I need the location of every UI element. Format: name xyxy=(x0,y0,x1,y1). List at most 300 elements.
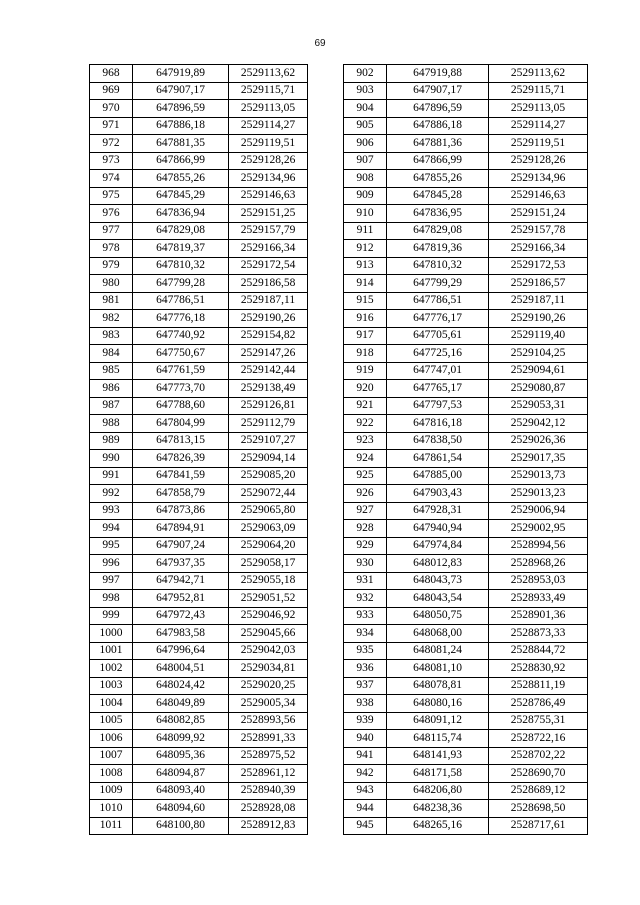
x-coordinate-cell: 647786,51 xyxy=(133,292,229,310)
y-coordinate-cell: 2529142,44 xyxy=(229,362,308,380)
table-row xyxy=(90,345,308,363)
coordinates-table-left xyxy=(89,64,308,835)
x-coordinate-cell: 648043,54 xyxy=(387,590,489,608)
table-row xyxy=(90,485,308,503)
table-row xyxy=(344,590,588,608)
y-coordinate-cell: 2529166,34 xyxy=(229,240,308,258)
table-row xyxy=(90,170,308,188)
y-coordinate-cell: 2529113,62 xyxy=(229,65,308,83)
point-number-cell: 993 xyxy=(90,502,133,520)
point-number-cell: 941 xyxy=(344,747,387,765)
y-coordinate-cell: 2529053,31 xyxy=(489,397,588,415)
x-coordinate-cell: 647952,81 xyxy=(133,590,229,608)
table-row xyxy=(90,257,308,275)
y-coordinate-cell: 2529005,34 xyxy=(229,695,308,713)
y-coordinate-cell: 2529013,73 xyxy=(489,467,588,485)
x-coordinate-cell: 647896,59 xyxy=(387,100,489,118)
table-row xyxy=(344,747,588,765)
point-number-cell: 936 xyxy=(344,660,387,678)
table-row xyxy=(344,817,588,835)
y-coordinate-cell: 2529190,26 xyxy=(229,310,308,328)
point-number-cell: 922 xyxy=(344,415,387,433)
y-coordinate-cell: 2529064,20 xyxy=(229,537,308,555)
x-coordinate-cell: 647896,59 xyxy=(133,100,229,118)
x-coordinate-cell: 647996,64 xyxy=(133,642,229,660)
table-row xyxy=(90,537,308,555)
point-number-cell: 980 xyxy=(90,275,133,293)
y-coordinate-cell: 2529134,96 xyxy=(489,170,588,188)
table-row xyxy=(344,187,588,205)
point-number-cell: 989 xyxy=(90,432,133,450)
x-coordinate-cell: 647816,18 xyxy=(387,415,489,433)
table-row xyxy=(344,625,588,643)
y-coordinate-cell: 2528961,12 xyxy=(229,765,308,783)
y-coordinate-cell: 2529157,79 xyxy=(229,222,308,240)
x-coordinate-cell: 648043,73 xyxy=(387,572,489,590)
point-number-cell: 968 xyxy=(90,65,133,83)
table-row xyxy=(90,450,308,468)
table-row xyxy=(344,65,588,83)
y-coordinate-cell: 2529128,26 xyxy=(489,152,588,170)
point-number-cell: 985 xyxy=(90,362,133,380)
point-number-cell: 905 xyxy=(344,117,387,135)
x-coordinate-cell: 648024,42 xyxy=(133,677,229,695)
x-coordinate-cell: 647972,43 xyxy=(133,607,229,625)
point-number-cell: 937 xyxy=(344,677,387,695)
table-row xyxy=(344,397,588,415)
point-number-cell: 994 xyxy=(90,520,133,538)
x-coordinate-cell: 647788,60 xyxy=(133,397,229,415)
table-row xyxy=(90,432,308,450)
point-number-cell: 926 xyxy=(344,485,387,503)
x-coordinate-cell: 648080,16 xyxy=(387,695,489,713)
point-number-cell: 939 xyxy=(344,712,387,730)
y-coordinate-cell: 2529190,26 xyxy=(489,310,588,328)
table-row xyxy=(344,555,588,573)
x-coordinate-cell: 648094,87 xyxy=(133,765,229,783)
y-coordinate-cell: 2529080,87 xyxy=(489,380,588,398)
point-number-cell: 924 xyxy=(344,450,387,468)
table-row xyxy=(344,432,588,450)
table-row xyxy=(344,467,588,485)
y-coordinate-cell: 2528702,22 xyxy=(489,747,588,765)
point-number-cell: 944 xyxy=(344,800,387,818)
x-coordinate-cell: 647804,99 xyxy=(133,415,229,433)
y-coordinate-cell: 2529113,05 xyxy=(489,100,588,118)
table-row xyxy=(344,257,588,275)
point-number-cell: 925 xyxy=(344,467,387,485)
x-coordinate-cell: 648093,40 xyxy=(133,782,229,800)
y-coordinate-cell: 2529157,78 xyxy=(489,222,588,240)
x-coordinate-cell: 647797,53 xyxy=(387,397,489,415)
x-coordinate-cell: 647907,17 xyxy=(387,82,489,100)
x-coordinate-cell: 648095,36 xyxy=(133,747,229,765)
x-coordinate-cell: 648004,51 xyxy=(133,660,229,678)
y-coordinate-cell: 2528975,52 xyxy=(229,747,308,765)
y-coordinate-cell: 2529063,09 xyxy=(229,520,308,538)
table-row xyxy=(344,310,588,328)
point-number-cell: 945 xyxy=(344,817,387,835)
table-row xyxy=(344,415,588,433)
point-number-cell: 907 xyxy=(344,152,387,170)
x-coordinate-cell: 648081,24 xyxy=(387,642,489,660)
point-number-cell: 908 xyxy=(344,170,387,188)
point-number-cell: 921 xyxy=(344,397,387,415)
y-coordinate-cell: 2529006,94 xyxy=(489,502,588,520)
point-number-cell: 943 xyxy=(344,782,387,800)
table-row xyxy=(90,135,308,153)
y-coordinate-cell: 2529034,81 xyxy=(229,660,308,678)
x-coordinate-cell: 647983,58 xyxy=(133,625,229,643)
y-coordinate-cell: 2528698,50 xyxy=(489,800,588,818)
coordinates-table-left-body xyxy=(90,65,308,835)
table-row xyxy=(90,187,308,205)
x-coordinate-cell: 647942,71 xyxy=(133,572,229,590)
table-row xyxy=(344,782,588,800)
y-coordinate-cell: 2529138,49 xyxy=(229,380,308,398)
y-coordinate-cell: 2528830,92 xyxy=(489,660,588,678)
y-coordinate-cell: 2529042,03 xyxy=(229,642,308,660)
x-coordinate-cell: 648050,75 xyxy=(387,607,489,625)
y-coordinate-cell: 2529115,71 xyxy=(229,82,308,100)
x-coordinate-cell: 647928,31 xyxy=(387,502,489,520)
x-coordinate-cell: 647773,70 xyxy=(133,380,229,398)
table-row xyxy=(344,117,588,135)
table-row xyxy=(344,695,588,713)
table-row xyxy=(344,730,588,748)
x-coordinate-cell: 647937,35 xyxy=(133,555,229,573)
point-number-cell: 942 xyxy=(344,765,387,783)
point-number-cell: 930 xyxy=(344,555,387,573)
table-row xyxy=(344,362,588,380)
x-coordinate-cell: 647866,99 xyxy=(133,152,229,170)
y-coordinate-cell: 2529115,71 xyxy=(489,82,588,100)
table-row xyxy=(344,222,588,240)
point-number-cell: 920 xyxy=(344,380,387,398)
table-row xyxy=(344,345,588,363)
table-row xyxy=(90,642,308,660)
table-row xyxy=(344,82,588,100)
x-coordinate-cell: 647919,89 xyxy=(133,65,229,83)
y-coordinate-cell: 2528717,61 xyxy=(489,817,588,835)
point-number-cell: 1002 xyxy=(90,660,133,678)
table-row xyxy=(90,555,308,573)
y-coordinate-cell: 2528933,49 xyxy=(489,590,588,608)
y-coordinate-cell: 2529151,24 xyxy=(489,205,588,223)
table-row xyxy=(90,100,308,118)
point-number-cell: 919 xyxy=(344,362,387,380)
x-coordinate-cell: 647776,17 xyxy=(387,310,489,328)
table-row xyxy=(90,310,308,328)
y-coordinate-cell: 2529119,51 xyxy=(489,135,588,153)
table-row xyxy=(90,800,308,818)
point-number-cell: 915 xyxy=(344,292,387,310)
point-number-cell: 981 xyxy=(90,292,133,310)
table-row xyxy=(344,152,588,170)
y-coordinate-cell: 2529172,54 xyxy=(229,257,308,275)
point-number-cell: 932 xyxy=(344,590,387,608)
table-row xyxy=(90,765,308,783)
point-number-cell: 986 xyxy=(90,380,133,398)
point-number-cell: 979 xyxy=(90,257,133,275)
y-coordinate-cell: 2529113,05 xyxy=(229,100,308,118)
table-row xyxy=(90,362,308,380)
table-row xyxy=(90,625,308,643)
table-row xyxy=(90,590,308,608)
table-row xyxy=(344,205,588,223)
table-row xyxy=(90,415,308,433)
table-row xyxy=(344,642,588,660)
point-number-cell: 976 xyxy=(90,205,133,223)
y-coordinate-cell: 2529113,62 xyxy=(489,65,588,83)
point-number-cell: 934 xyxy=(344,625,387,643)
table-row xyxy=(344,660,588,678)
y-coordinate-cell: 2529134,96 xyxy=(229,170,308,188)
y-coordinate-cell: 2529085,20 xyxy=(229,467,308,485)
point-number-cell: 990 xyxy=(90,450,133,468)
x-coordinate-cell: 647725,16 xyxy=(387,345,489,363)
point-number-cell: 997 xyxy=(90,572,133,590)
point-number-cell: 970 xyxy=(90,100,133,118)
table-row xyxy=(90,205,308,223)
point-number-cell: 935 xyxy=(344,642,387,660)
y-coordinate-cell: 2529119,40 xyxy=(489,327,588,345)
point-number-cell: 912 xyxy=(344,240,387,258)
y-coordinate-cell: 2529146,63 xyxy=(489,187,588,205)
table-row xyxy=(344,450,588,468)
x-coordinate-cell: 647786,51 xyxy=(387,292,489,310)
table-row xyxy=(90,327,308,345)
table-row xyxy=(90,730,308,748)
point-number-cell: 977 xyxy=(90,222,133,240)
coordinates-table-right-body xyxy=(344,65,588,835)
x-coordinate-cell: 647907,17 xyxy=(133,82,229,100)
table-row xyxy=(90,782,308,800)
table-row xyxy=(344,537,588,555)
table-row xyxy=(90,817,308,835)
coordinates-table-right xyxy=(343,64,588,835)
table-row xyxy=(344,800,588,818)
y-coordinate-cell: 2529017,35 xyxy=(489,450,588,468)
table-row xyxy=(344,502,588,520)
y-coordinate-cell: 2529154,82 xyxy=(229,327,308,345)
point-number-cell: 927 xyxy=(344,502,387,520)
x-coordinate-cell: 647705,61 xyxy=(387,327,489,345)
x-coordinate-cell: 647855,26 xyxy=(387,170,489,188)
x-coordinate-cell: 647873,86 xyxy=(133,502,229,520)
x-coordinate-cell: 647845,28 xyxy=(387,187,489,205)
table-row xyxy=(90,712,308,730)
table-row xyxy=(90,380,308,398)
x-coordinate-cell: 647836,95 xyxy=(387,205,489,223)
table-row xyxy=(90,152,308,170)
y-coordinate-cell: 2529114,27 xyxy=(229,117,308,135)
point-number-cell: 971 xyxy=(90,117,133,135)
point-number-cell: 1008 xyxy=(90,765,133,783)
y-coordinate-cell: 2529147,26 xyxy=(229,345,308,363)
x-coordinate-cell: 647838,50 xyxy=(387,432,489,450)
table-row xyxy=(344,170,588,188)
table-row xyxy=(344,100,588,118)
y-coordinate-cell: 2529146,63 xyxy=(229,187,308,205)
point-number-cell: 988 xyxy=(90,415,133,433)
point-number-cell: 983 xyxy=(90,327,133,345)
y-coordinate-cell: 2529065,80 xyxy=(229,502,308,520)
x-coordinate-cell: 647894,91 xyxy=(133,520,229,538)
y-coordinate-cell: 2529045,66 xyxy=(229,625,308,643)
point-number-cell: 933 xyxy=(344,607,387,625)
y-coordinate-cell: 2529013,23 xyxy=(489,485,588,503)
x-coordinate-cell: 648171,58 xyxy=(387,765,489,783)
y-coordinate-cell: 2529187,11 xyxy=(229,292,308,310)
point-number-cell: 1011 xyxy=(90,817,133,835)
x-coordinate-cell: 648099,92 xyxy=(133,730,229,748)
x-coordinate-cell: 647836,94 xyxy=(133,205,229,223)
x-coordinate-cell: 647740,92 xyxy=(133,327,229,345)
x-coordinate-cell: 647866,99 xyxy=(387,152,489,170)
y-coordinate-cell: 2528940,39 xyxy=(229,782,308,800)
point-number-cell: 974 xyxy=(90,170,133,188)
x-coordinate-cell: 647845,29 xyxy=(133,187,229,205)
x-coordinate-cell: 647813,15 xyxy=(133,432,229,450)
y-coordinate-cell: 2529094,61 xyxy=(489,362,588,380)
x-coordinate-cell: 647886,18 xyxy=(133,117,229,135)
y-coordinate-cell: 2529172,53 xyxy=(489,257,588,275)
x-coordinate-cell: 647885,00 xyxy=(387,467,489,485)
y-coordinate-cell: 2529186,57 xyxy=(489,275,588,293)
point-number-cell: 911 xyxy=(344,222,387,240)
y-coordinate-cell: 2529187,11 xyxy=(489,292,588,310)
x-coordinate-cell: 647881,36 xyxy=(387,135,489,153)
y-coordinate-cell: 2529166,34 xyxy=(489,240,588,258)
point-number-cell: 914 xyxy=(344,275,387,293)
y-coordinate-cell: 2529094,14 xyxy=(229,450,308,468)
x-coordinate-cell: 647858,79 xyxy=(133,485,229,503)
x-coordinate-cell: 647919,88 xyxy=(387,65,489,83)
y-coordinate-cell: 2529114,27 xyxy=(489,117,588,135)
point-number-cell: 978 xyxy=(90,240,133,258)
page-number: 69 xyxy=(314,38,326,49)
point-number-cell: 906 xyxy=(344,135,387,153)
y-coordinate-cell: 2529186,58 xyxy=(229,275,308,293)
point-number-cell: 1009 xyxy=(90,782,133,800)
table-row xyxy=(90,82,308,100)
table-row xyxy=(344,135,588,153)
y-coordinate-cell: 2529112,79 xyxy=(229,415,308,433)
point-number-cell: 996 xyxy=(90,555,133,573)
table-row xyxy=(90,695,308,713)
point-number-cell: 940 xyxy=(344,730,387,748)
x-coordinate-cell: 647861,54 xyxy=(387,450,489,468)
x-coordinate-cell: 647829,08 xyxy=(133,222,229,240)
x-coordinate-cell: 647761,59 xyxy=(133,362,229,380)
point-number-cell: 1007 xyxy=(90,747,133,765)
y-coordinate-cell: 2528722,16 xyxy=(489,730,588,748)
x-coordinate-cell: 648068,00 xyxy=(387,625,489,643)
x-coordinate-cell: 648082,85 xyxy=(133,712,229,730)
table-row xyxy=(90,520,308,538)
point-number-cell: 995 xyxy=(90,537,133,555)
table-row xyxy=(90,240,308,258)
y-coordinate-cell: 2529055,18 xyxy=(229,572,308,590)
point-number-cell: 998 xyxy=(90,590,133,608)
x-coordinate-cell: 647886,18 xyxy=(387,117,489,135)
y-coordinate-cell: 2528953,03 xyxy=(489,572,588,590)
x-coordinate-cell: 647940,94 xyxy=(387,520,489,538)
table-row xyxy=(344,572,588,590)
table-row xyxy=(90,747,308,765)
x-coordinate-cell: 648091,12 xyxy=(387,712,489,730)
point-number-cell: 969 xyxy=(90,82,133,100)
point-number-cell: 931 xyxy=(344,572,387,590)
x-coordinate-cell: 648081,10 xyxy=(387,660,489,678)
table-row xyxy=(344,240,588,258)
point-number-cell: 929 xyxy=(344,537,387,555)
table-row xyxy=(90,222,308,240)
x-coordinate-cell: 647750,67 xyxy=(133,345,229,363)
table-row xyxy=(90,607,308,625)
y-coordinate-cell: 2529126,81 xyxy=(229,397,308,415)
table-row xyxy=(344,380,588,398)
table-row xyxy=(90,677,308,695)
point-number-cell: 1000 xyxy=(90,625,133,643)
table-row xyxy=(90,292,308,310)
table-row xyxy=(344,275,588,293)
point-number-cell: 1005 xyxy=(90,712,133,730)
y-coordinate-cell: 2528901,36 xyxy=(489,607,588,625)
point-number-cell: 1006 xyxy=(90,730,133,748)
y-coordinate-cell: 2529020,25 xyxy=(229,677,308,695)
x-coordinate-cell: 647881,35 xyxy=(133,135,229,153)
point-number-cell: 923 xyxy=(344,432,387,450)
table-row xyxy=(344,712,588,730)
point-number-cell: 913 xyxy=(344,257,387,275)
y-coordinate-cell: 2529072,44 xyxy=(229,485,308,503)
x-coordinate-cell: 648141,93 xyxy=(387,747,489,765)
x-coordinate-cell: 648012,83 xyxy=(387,555,489,573)
point-number-cell: 917 xyxy=(344,327,387,345)
x-coordinate-cell: 648238,36 xyxy=(387,800,489,818)
x-coordinate-cell: 647747,01 xyxy=(387,362,489,380)
y-coordinate-cell: 2529151,25 xyxy=(229,205,308,223)
y-coordinate-cell: 2528689,12 xyxy=(489,782,588,800)
x-coordinate-cell: 647855,26 xyxy=(133,170,229,188)
x-coordinate-cell: 647907,24 xyxy=(133,537,229,555)
point-number-cell: 904 xyxy=(344,100,387,118)
x-coordinate-cell: 647799,29 xyxy=(387,275,489,293)
point-number-cell: 999 xyxy=(90,607,133,625)
y-coordinate-cell: 2528690,70 xyxy=(489,765,588,783)
x-coordinate-cell: 647799,28 xyxy=(133,275,229,293)
point-number-cell: 975 xyxy=(90,187,133,205)
table-row xyxy=(90,660,308,678)
x-coordinate-cell: 647765,17 xyxy=(387,380,489,398)
x-coordinate-cell: 648094,60 xyxy=(133,800,229,818)
y-coordinate-cell: 2528755,31 xyxy=(489,712,588,730)
table-row xyxy=(90,275,308,293)
x-coordinate-cell: 647841,59 xyxy=(133,467,229,485)
point-number-cell: 902 xyxy=(344,65,387,83)
y-coordinate-cell: 2528994,56 xyxy=(489,537,588,555)
x-coordinate-cell: 648100,80 xyxy=(133,817,229,835)
table-row xyxy=(344,607,588,625)
table-row xyxy=(344,765,588,783)
table-row xyxy=(90,397,308,415)
y-coordinate-cell: 2529042,12 xyxy=(489,415,588,433)
point-number-cell: 1010 xyxy=(90,800,133,818)
y-coordinate-cell: 2528928,08 xyxy=(229,800,308,818)
point-number-cell: 938 xyxy=(344,695,387,713)
